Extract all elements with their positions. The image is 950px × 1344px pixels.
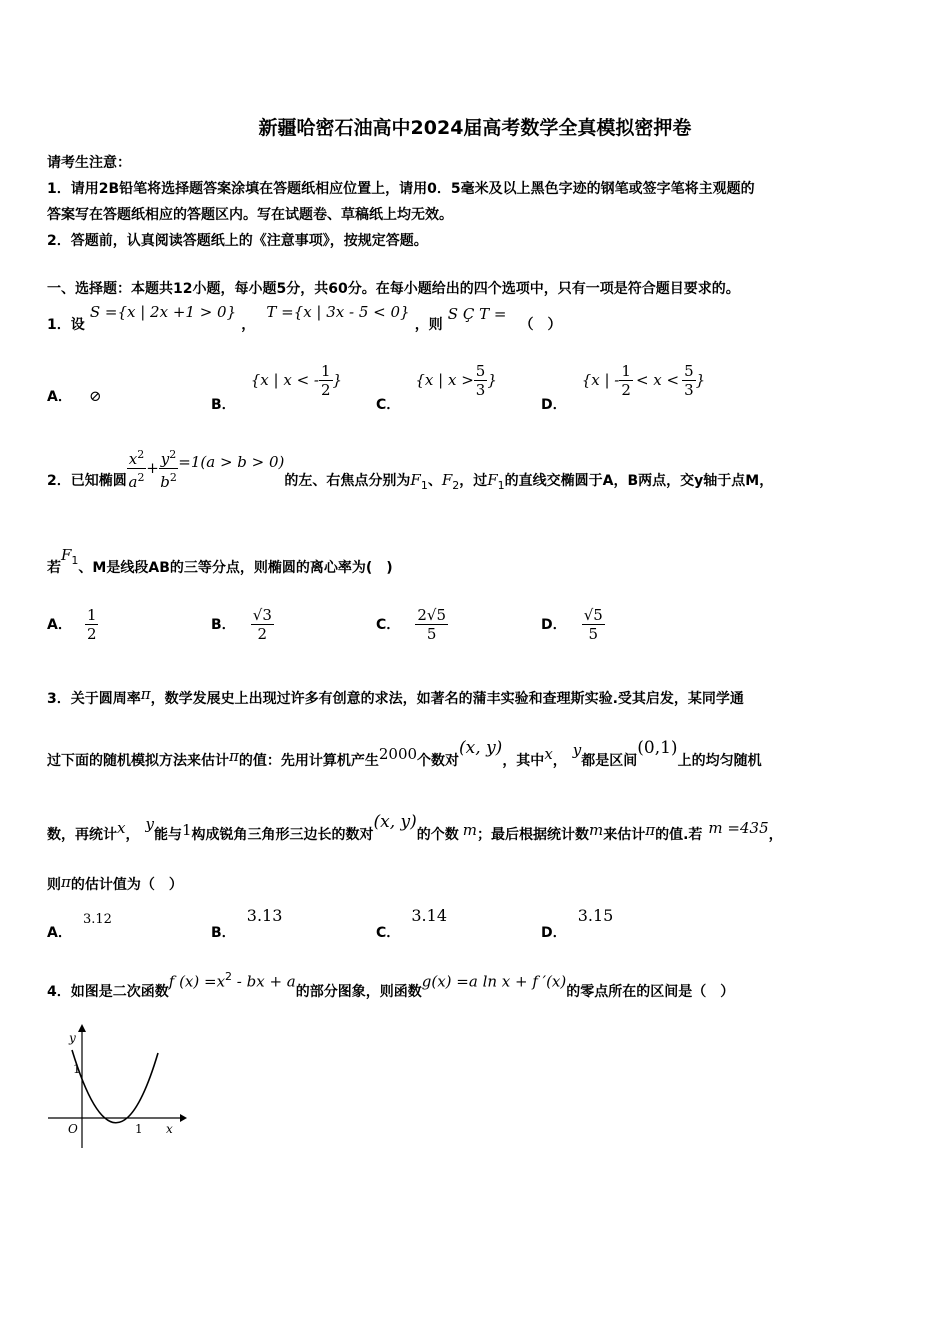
q1-option-c-denominator: 3: [475, 381, 486, 399]
notice-line-3: 2．答题前，认真阅读答题纸上的《注意事项》，按规定答题。: [47, 233, 428, 249]
q3-l1b: ，数学发展史上出现过许多有创意的求法，如著名的蒲丰实验和查理斯实验.受其启发，某同学通: [150, 691, 744, 707]
q1-option-b-denominator: 2: [321, 381, 331, 399]
q1-option-a-label: A．: [47, 389, 72, 405]
q1-option-d-numerator-1: 1: [621, 362, 631, 380]
q3-l2c: 个数对: [417, 753, 460, 769]
q2-fraction-y: [159, 446, 178, 491]
q3-one: 1: [181, 821, 192, 839]
q3-l2e: ，: [552, 753, 567, 769]
q2-option-a-den: 2: [86, 625, 97, 643]
q2-F1-sub: 1: [420, 479, 428, 493]
q2-x: x: [128, 450, 138, 468]
q2-option-a-fraction: [85, 606, 99, 643]
q2-prefix: 2．已知椭圆: [47, 473, 127, 489]
q3-option-a: [47, 908, 112, 941]
q1-option-d-fraction-1: [619, 362, 633, 399]
q3-x-2: x: [117, 819, 126, 837]
q1-option-d-denominator-1: 2: [621, 381, 631, 399]
q2-F1-again: F: [487, 471, 498, 489]
q1-paren: （ ）: [519, 317, 562, 333]
q3-xy-2: (x, y): [373, 812, 417, 832]
q3-option-c-label: C．: [376, 925, 401, 941]
q1-option-d: [541, 362, 706, 413]
q3-option-b-value: 3.13: [246, 906, 283, 925]
q3-l1a: 3．关于圆周率: [47, 691, 141, 707]
graph-y-tick-label: 1: [73, 1062, 81, 1076]
question-2: [47, 446, 773, 491]
q1-option-d-denominator-2: 3: [684, 381, 694, 399]
q2-option-d: [541, 606, 605, 643]
q3-pi-2: π: [229, 747, 239, 765]
q2-option-c-fraction: [415, 606, 448, 643]
q2-option-c-den: 5: [426, 625, 437, 643]
q1-option-d-mid: < x <: [635, 371, 680, 389]
q3-y-2: y: [145, 815, 154, 833]
q3-option-c: [376, 906, 447, 941]
q2-option-b-den: 2: [257, 625, 268, 643]
graph-x-tick-label: 1: [135, 1122, 143, 1136]
q3-l2b: 的值：先用计算机产生: [238, 753, 379, 769]
y-axis-arrow: [78, 1024, 86, 1032]
q3-2000: 2000: [378, 745, 418, 763]
q1-option-a-value: ⊘: [88, 387, 102, 405]
q2-a: a: [128, 473, 138, 491]
q2-option-d-num: √5: [583, 606, 603, 624]
q2-option-a-label: A．: [47, 617, 72, 633]
q3-l3a: 数，再统计: [47, 827, 117, 843]
page-title: 新疆哈密石油高中2024届高考数学全真模拟密押卷: [258, 117, 692, 139]
q2-line2-post: 、M是线段AB的三等分点，则椭圆的离心率为( ): [78, 560, 393, 576]
q2-option-d-den: 5: [588, 625, 599, 643]
q3-interval: (0,1): [637, 738, 678, 758]
q1-option-a: [47, 386, 102, 406]
q4-f-sup: 2: [225, 970, 233, 983]
q3-line-2: [47, 738, 762, 769]
q3-l3h: ，: [768, 827, 783, 843]
q3-option-b: [211, 906, 283, 941]
q1-option-b-post: }: [332, 371, 343, 389]
q3-m-2: m: [589, 821, 604, 839]
q1-option-d-pre: {x | -: [581, 371, 620, 389]
q1-option-c-label: C．: [376, 397, 401, 413]
q3-m: m: [462, 821, 477, 839]
q3-l2a: 过下面的随机模拟方法来估计: [47, 753, 229, 769]
q2-option-c-num: 2√5: [417, 606, 447, 624]
question-1: [47, 302, 562, 333]
q2-line2-F1: F: [61, 546, 72, 564]
q2-option-c: [376, 606, 448, 643]
q2-option-a: [47, 606, 98, 643]
q1-option-b-label: B．: [211, 397, 236, 413]
q1-then: ，则: [414, 317, 443, 333]
q1-option-c-post: }: [487, 371, 497, 389]
q2-text-1: 的左、右焦点分别为: [284, 473, 411, 489]
q2-option-a-num: 1: [86, 606, 97, 624]
q2-y-sup: 2: [169, 448, 177, 461]
graph-origin-label: O: [68, 1122, 78, 1136]
q2-option-b-num: √3: [252, 606, 272, 624]
q1-option-d-fraction-2: [682, 362, 696, 399]
q3-pi-3: π: [645, 821, 656, 839]
q1-set-T: T ={x | 3x - 5 < 0}: [266, 303, 410, 321]
q1-option-b-fraction: [319, 362, 333, 399]
notice-line-1: 1．请用2B铅笔将选择题答案涂填在答题纸相应位置上，请用0．5毫米及以上黑色字迹的钢笔或签字笔将主观题的: [47, 181, 755, 197]
q2-text-2: ，过: [459, 473, 488, 489]
q2-b-sup: 2: [169, 471, 177, 484]
q2-line2-pre: 若: [47, 560, 61, 576]
q4-function-f-rest: - bx + a: [232, 972, 296, 991]
q3-option-d-label: D．: [541, 925, 567, 941]
section-heading: 一、选择题：本题共12小题，每小题5分，共60分。在每小题给出的四个选项中，只有一项是符合题目要求的。: [47, 281, 740, 297]
q3-option-b-label: B．: [211, 925, 236, 941]
q3-l2d: ，其中: [502, 753, 545, 769]
q2-equation: =1(a > b > 0): [178, 453, 285, 471]
q3-x: x: [544, 745, 553, 763]
q3-line-3: [47, 812, 783, 843]
q4-function-g: g(x) =a ln x + f ′(x): [421, 972, 567, 991]
q2-F2: F: [441, 471, 453, 489]
q2-F2-sub: 2: [452, 479, 460, 493]
q3-y: y: [572, 741, 582, 759]
q4-text-b: 的部分图象，则函数: [295, 984, 422, 1001]
q2-text-3: 的直线交椭圆于A，B两点，交y轴于点M，: [504, 473, 774, 489]
question-4: [47, 970, 735, 1001]
q2-option-c-label: C．: [376, 617, 401, 633]
q3-comma-2: ，: [125, 827, 140, 843]
q3-option-a-value: 3.12: [82, 912, 112, 927]
q2-F1-again-sub: 1: [497, 479, 505, 493]
q3-line-1: [47, 685, 744, 708]
q3-pi-4: π: [61, 873, 71, 891]
q1-option-c-pre: {x | x >: [415, 371, 474, 389]
notice-heading: 请考生注意：: [47, 155, 131, 171]
q3-l3g: 的值.若: [655, 827, 703, 843]
q1-option-d-post: }: [695, 371, 706, 389]
q3-m-equals: m =435: [708, 819, 769, 837]
q2-option-d-label: D．: [541, 617, 567, 633]
q2-fraction-x: [127, 446, 146, 491]
q1-comma: ，: [241, 317, 256, 333]
x-axis-arrow: [180, 1114, 187, 1122]
q2-line2-F1-sub: 1: [71, 554, 79, 568]
q4-text-c: 的零点所在的区间是（ ）: [566, 984, 735, 1001]
graph-x-label: x: [166, 1122, 173, 1136]
q1-expression: S Ç T =: [447, 305, 507, 323]
q2-x-sup: 2: [137, 448, 145, 461]
q2-option-b-label: B．: [211, 617, 236, 633]
q3-option-d-value: 3.15: [577, 906, 614, 925]
q1-set-S: S ={x | 2x +1 > 0}: [89, 303, 237, 321]
q4-function-f: f (x) =x: [168, 972, 226, 991]
q2-sep: 、: [427, 473, 442, 489]
q2-option-b: [211, 606, 274, 643]
q3-l3e: ；最后根据统计数: [477, 827, 589, 843]
q1-option-c-numerator: 5: [475, 362, 486, 380]
q3-l4b: 的估计值为（ ）: [70, 877, 183, 893]
q2-b: b: [160, 473, 170, 491]
q3-option-c-value: 3.14: [411, 906, 447, 925]
notice-line-2: 答案写在答题纸相应的答题区内。写在试题卷、草稿纸上均无效。: [47, 207, 453, 223]
q1-option-d-numerator-2: 5: [684, 362, 694, 380]
graph-y-label: y: [69, 1031, 76, 1045]
q3-l3f: 来估计: [603, 827, 646, 843]
q2-F1: F: [410, 471, 421, 489]
q1-prefix: 1．设: [47, 317, 85, 333]
q3-l3b: 能与: [153, 827, 182, 843]
q3-pi: π: [140, 685, 151, 703]
q2-y: y: [160, 450, 170, 468]
q3-option-a-label: A．: [47, 925, 72, 941]
q3-line-4: [47, 874, 183, 894]
q4-text-a: 4．如图是二次函数: [47, 984, 169, 1001]
q3-xy: (x, y): [459, 738, 503, 758]
q1-option-c: [376, 362, 497, 413]
q2-a-sup: 2: [137, 471, 145, 484]
q1-option-b-numerator: 1: [321, 362, 331, 380]
q2-option-d-fraction: [582, 606, 605, 643]
q2-plus: +: [146, 459, 159, 477]
parabola-graph: [40, 1020, 190, 1155]
q1-option-c-fraction: [474, 362, 488, 399]
q1-option-b-pre: {x | x < -: [250, 371, 319, 389]
q1-option-b: [211, 362, 343, 413]
q3-l3c: 构成锐角三角形三边长的数对: [191, 827, 374, 843]
q3-l2f: 都是区间: [581, 753, 638, 769]
q1-option-d-label: D．: [541, 397, 567, 413]
q2-line-2: [47, 545, 393, 576]
q3-option-d: [541, 906, 614, 941]
q3-l4a: 则: [47, 877, 61, 893]
parabola-curve: [72, 1050, 158, 1123]
q2-option-b-fraction: [251, 606, 274, 643]
q3-l2g: 上的均匀随机: [677, 753, 762, 769]
q3-l3d: 的个数: [416, 827, 459, 843]
